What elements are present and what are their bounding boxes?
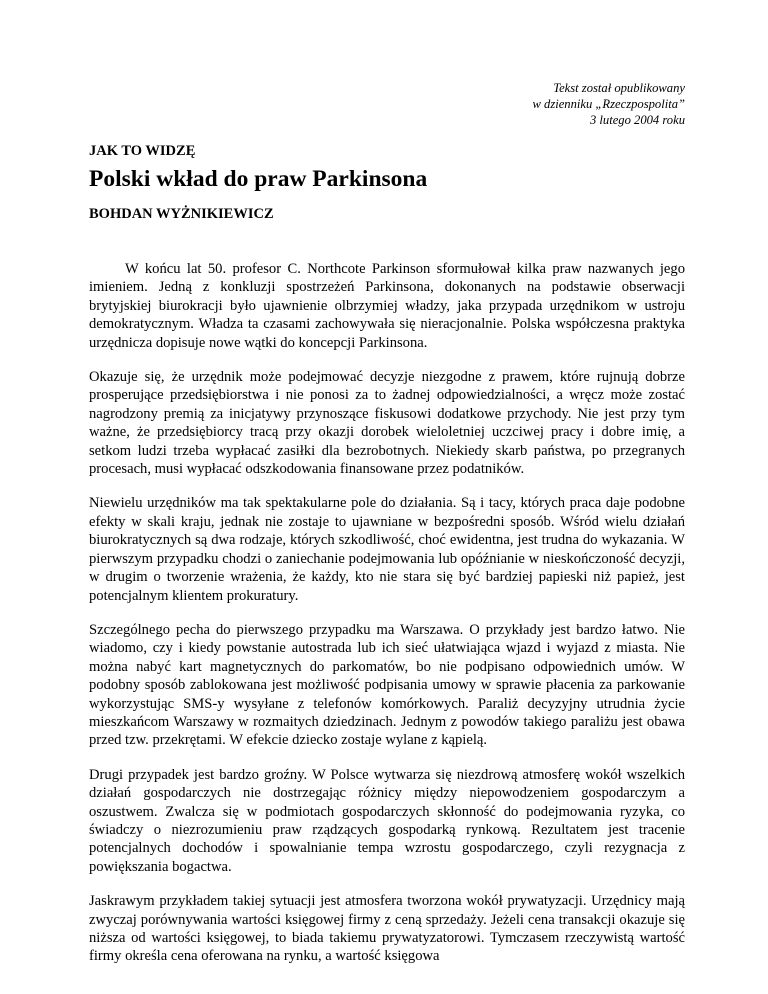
- paragraph: Niewielu urzędników ma tak spektakularne pole do działania. Są i tacy, których praca daje podobne efekty w skali kraju, jednak nie zostaje to ujawniane w bezpośredni sposób. Wśród wielu działań biurokratycznych są dwa rodzaje, których szkodliwość, choć ewidentna, jest trudna do wykazania. W pierwszym przypadku chodzi o zaniechanie podejmowania lub opóźnianie w nieskończoność decyzji, w drugim o tworzenie wrażenia, że każdy, kto nie stara się być bardziej papieski niż papież, jest potencjalnym klientem prokuratury.: [89, 495, 685, 604]
- paragraph: W końcu lat 50. profesor C. Northcote Parkinson sformułował kilka praw nazwanych jego imieniem. Jedną z konkluzji spostrzeżeń Parkinsona, dokonanych na podstawie obserwacji brytyjskiej biurokracji było ujawnienie olbrzymiej władzy, jaka przypada urzędnikom w ustroju demokratycznym. Władza ta czasami zachowywała się nieracjonalnie. Polska współczesna praktyka urzędnicza dopisuje nowe wątki do koncepcji Parkinsona.: [89, 261, 685, 351]
- publication-note-line: w dzienniku „Rzeczpospolita”: [532, 97, 685, 111]
- paragraph: Okazuje się, że urzędnik może podejmować decyzje niezgodne z prawem, które rujnują dobrze prosperujące przedsiębiorstwa i nie ponosi za to żadnej odpowiedzialności, a wręcz może zostać nagrodzony premią za inicjatywy przynoszące fiskusowi dodatkowe przychody. Nie jest przy tym ważne, że przedsiębiorcy tracą przy okazji dorobek wieloletniej uczciwej pracy i dobre imię, a setkom ludzi trzeba wypłacać zasiłki dla bezrobotnych. Niekiedy skarb państwa, po przegranych procesach, musi wypłacać odszkodowania finansowane przez podatników.: [89, 369, 685, 478]
- paragraph: Jaskrawym przykładem takiej sytuacji jest atmosfera tworzona wokół prywatyzacji. Urzędnicy mają zwyczaj porównywania wartości księgowej firmy z ceną sprzedaży. Jeżeli cena transakcji okazuje się niższa od wartości księgowej, to biada takiemu prywatyzatorowi. Tymczasem rzeczywistą wartość firmy określa cena oferowana na rynku, a wartość księgowa: [89, 893, 685, 965]
- section-label: JAK TO WIDZĘ: [89, 143, 196, 159]
- publication-note: [385, 80, 685, 128]
- article-author: BOHDAN WYŻNIKIEWICZ: [89, 206, 274, 222]
- publication-note-line: Tekst został opublikowany: [553, 81, 685, 95]
- paragraph: Szczególnego pecha do pierwszego przypadku ma Warszawa. O przykłady jest bardzo łatwo. Nie wiadomo, czy i kiedy powstanie autostrada lub ich sieć ułatwiająca wjazd i wyjazd z miasta. Nie można nabyć kart magnetycznych do parkomatów, bo nie podpisano odpowiednich umów. W podobny sposób zablokowana jest możliwość podpisania umowy w sprawie płacenia za parkowanie wykorzystując SMS-y wysyłane z telefonów komórkowych. Paraliż decyzyjny utrudnia życie mieszkańcom Warszawy w rozmaitych dziedzinach. Jednym z powodów takiego paraliżu jest obawa przed tzw. przekrętami. W efekcie dziecko zostaje wylane z kąpielą.: [89, 621, 685, 749]
- article-body: [89, 260, 685, 982]
- publication-note-line: 3 lutego 2004 roku: [589, 113, 685, 127]
- article-title: Polski wkład do praw Parkinsona: [89, 166, 428, 192]
- paragraph: Drugi przypadek jest bardzo groźny. W Polsce wytwarza się niezdrową atmosferę wokół wszelkich działań gospodarczych nie dostrzegając różnicy między niepowodzeniem gospodarczym a oszustwem. Zwalcza się w podmiotach gospodarczych skłonność do podejmowania ryzyka, co świadczy o niezrozumieniu praw rządzących gospodarką rynkową. Rezultatem jest tracenie potencjalnych dochodów i spowalnianie tempa wzrostu gospodarczego, czyli rezygnacja z powiększania bogactwa.: [89, 766, 685, 875]
